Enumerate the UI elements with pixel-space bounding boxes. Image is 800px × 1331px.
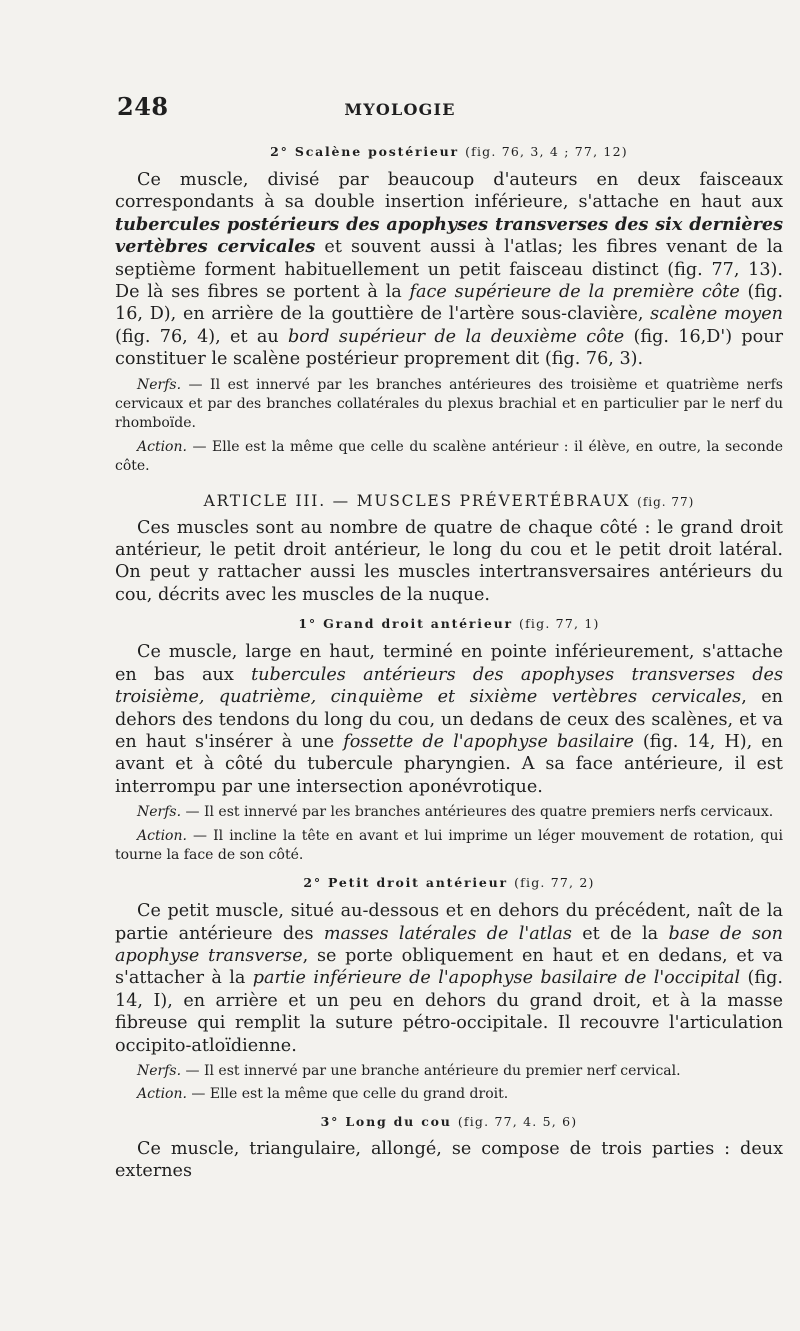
note-label: Nerfs. [137, 804, 182, 821]
action-note [115, 827, 783, 865]
note-text: — Il incline la tête en avant et lui imprime un léger mouvement de rotation, qui tourne la face de son côté. [115, 828, 783, 864]
note-label: Nerfs. [137, 1062, 182, 1079]
note-label: Action. [137, 438, 187, 455]
emphasis-text: fossette de l'apophyse basilaire [343, 731, 634, 752]
emphasis-text: base de son apophyse transverse [115, 923, 783, 966]
nerfs-note [115, 803, 783, 822]
section-title: 2° Petit droit antérieur [303, 875, 508, 891]
section-heading-long-du-cou [115, 1112, 783, 1132]
section-heading-grand-droit [115, 614, 783, 634]
paragraph: Ces muscles sont au nombre de quatre de chaque côté : le grand droit antérieur, le petit droit antérieur, le long du cou et le petit droit latéral. On peut y rattacher aussi les muscles intertransversaires antérieurs du cou, décrits avec les muscles de la nuque. [115, 517, 783, 605]
text-run: Ce muscle, large en haut, terminé en pointe inférieurement, s'attache en bas aux [115, 642, 783, 685]
text-run: (fig. 16, D), en arrière de la gouttière de l'artère sous-clavière, [115, 282, 783, 325]
emphasis-text: masses latérales de l'atlas [323, 923, 572, 944]
paragraph [115, 900, 783, 1057]
note-text: — Elle est la même que celle du scalène antérieur : il élève, en outre, la seconde côte. [115, 438, 783, 474]
action-note [115, 438, 783, 476]
text-run: (fig. 14, H), en avant et à côté du tubercule pharyngien. A sa face antérieure, il est interrompu par une intersection aponévrotique. [115, 731, 783, 797]
figure-reference: (fig. 76, 3, 4 ; 77, 12) [465, 144, 628, 159]
text-run: (fig. 14, I), en arrière et un peu en dehors du grand droit, et à la masse fibreuse qui remplit la suture pétro-occipitale. Il recouvre l'articulation occipito-atloïdienne. [115, 968, 784, 1056]
article-heading [115, 490, 783, 513]
text-run: , se porte obliquement en haut et en dedans, et va s'attacher à la [115, 945, 783, 989]
section-title: 1° Grand droit antérieur [298, 616, 513, 632]
emphasis-text: face supérieure de la première côte [409, 282, 740, 303]
text-run: (fig. 76, 4), et au [115, 326, 289, 347]
figure-reference: (fig. 77, 4. 5, 6) [457, 1113, 578, 1129]
page-number: 248 [117, 92, 169, 121]
paragraph [115, 169, 783, 371]
running-title: MYOLOGIE [344, 100, 456, 119]
paragraph: Ce muscle, triangulaire, allongé, se compose de trois parties : deux externes [115, 1138, 783, 1182]
emphasis-text: bord supérieur de la deuxième côte [288, 326, 625, 347]
section-title: 3° Long du cou [320, 1113, 452, 1129]
note-text: — Il est innervé par les branches antérieures des quatre premiers nerfs cervicaux. [181, 804, 774, 821]
section-heading-scalene-posterieur [115, 142, 783, 162]
text-run: , en dehors des tendons du long du cou, un dedans de ceux des scalènes, et va en haut s'insérer à une [115, 687, 783, 752]
note-label: Action. [137, 1085, 187, 1102]
note-label: Nerfs. [137, 376, 182, 393]
section-title: 2° Scalène postérieur [270, 144, 459, 159]
figure-reference: (fig. 77) [637, 494, 695, 509]
text-run: Ce petit muscle, situé au-dessous et en dehors du précédent, naît de la partie antérieure des [115, 901, 783, 944]
page-content [115, 142, 783, 1183]
action-note [115, 1085, 783, 1104]
text-run: et souvent aussi à l'atlas; les fibres venant de la septième forment habituellement un petit faisceau distinct (fig. 77, 13). De là ses fibres se portent à la [115, 237, 784, 303]
nerfs-note [115, 1062, 783, 1081]
emphasis-text: partie inférieure de l'apophyse basilaire de l'occipital [252, 968, 741, 989]
paragraph [115, 641, 783, 798]
note-text: — Elle est la même que celle du grand droit. [186, 1085, 509, 1102]
nerfs-note [115, 376, 783, 433]
note-text: — Il est innervé par les branches antérieures des troisième et quatrième nerfs cervicaux et par des branches collatérales du plexus brachial et en particulier par le nerf du rhomboïde. [115, 376, 783, 431]
article-title: ARTICLE III. — MUSCLES PRÉVERTÉBRAUX [203, 491, 631, 510]
emphasis-text: tubercules antérieurs des apophyses transverses des troisième, quatrième, cinquième et sixième vertèbres cervicales [115, 664, 783, 708]
figure-reference: (fig. 77, 2) [514, 875, 595, 891]
note-text: — Il est innervé par une branche antérieure du premier nerf cervical. [181, 1062, 681, 1079]
emphasis-text: tubercules postérieurs des apophyses transverses des six dernières vertèbres cervicales [115, 213, 783, 258]
section-heading-petit-droit [115, 873, 783, 893]
emphasis-text: scalène moyen [650, 304, 783, 325]
text-run: (fig. 16,D') pour constituer le scalène postérieur proprement dit (fig. 76, 3). [115, 326, 783, 370]
note-label: Action. [137, 828, 187, 845]
figure-reference: (fig. 77, 1) [519, 616, 600, 632]
text-run: et de la [571, 923, 669, 944]
text-run: Ce muscle, divisé par beaucoup d'auteurs en deux faisceaux correspondants à sa double insertion inférieure, s'attache en haut aux [115, 170, 783, 213]
